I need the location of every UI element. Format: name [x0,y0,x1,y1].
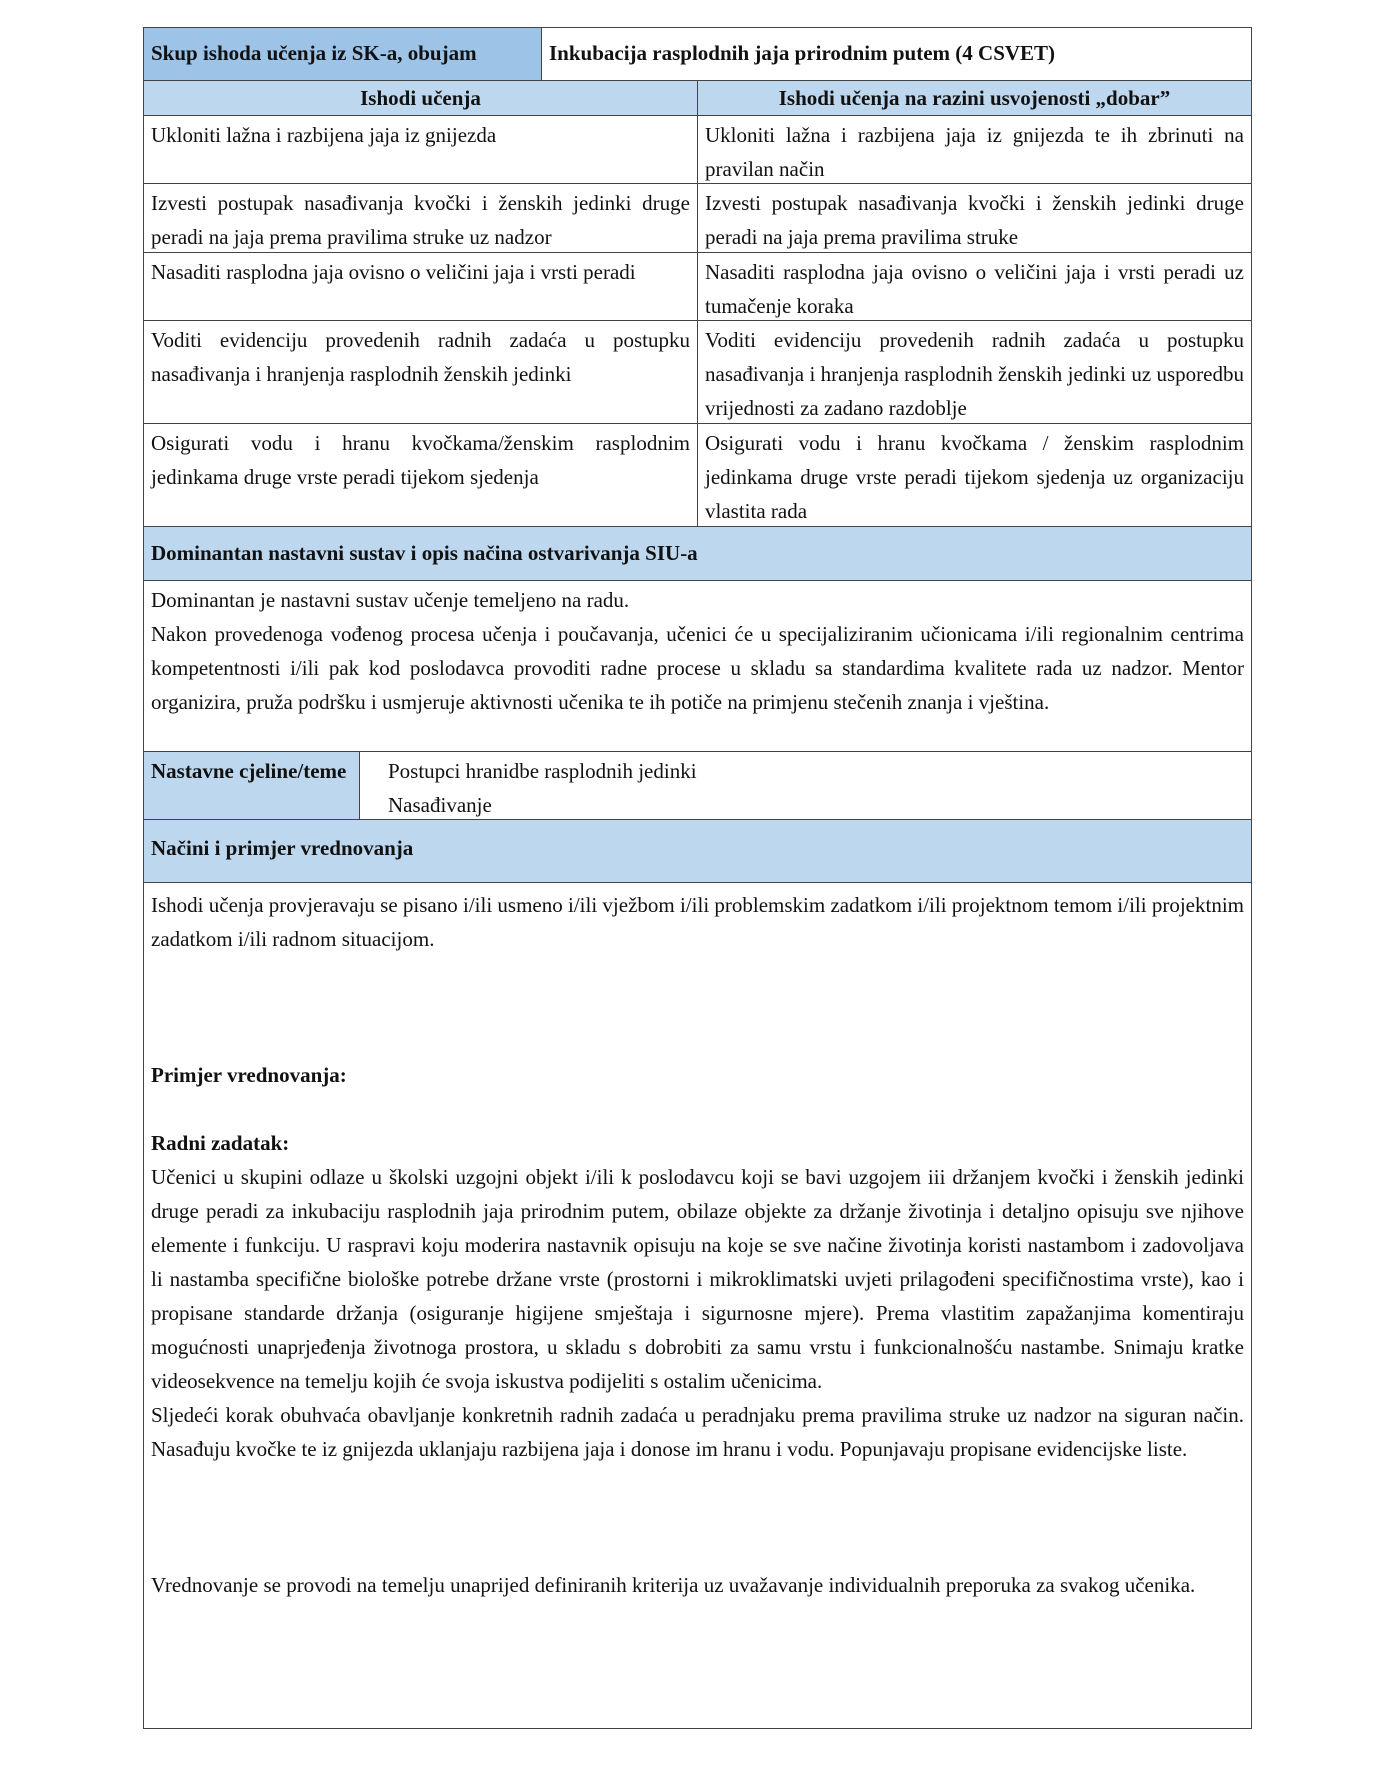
outcome: Nasaditi rasplodna jaja ovisno o veličini jaja i vrsti peradi [151,260,636,284]
col-header-good-level: Ishodi učenja na razini usvojenosti „dobar” [697,81,1251,115]
outcome-good: Izvesti postupak nasađivanja kvočki i ženskih jedinki druge peradi na jaja prema pravilima struke [697,184,1251,252]
col-header-outcomes: Ishodi učenja [360,86,481,110]
outcome-row [144,321,1251,424]
outcome-row [144,116,1251,184]
outcome: Ukloniti lažna i razbijena jaja iz gnijezda [151,123,497,147]
system-p2: Nakon provedenoga vođenog procesa učenja i poučavanja, učenici će u specijaliziranim učionicama i/ili regionalnim centrima kompetentnosti i/ili pak kod poslodavca provoditi radne procese u skladu sa standardima kvalitete rada uz nadzor. Mentor organizira, pruža podršku i usmjeruje aktivnosti učenika te ih potiče na primjenu stečenih znanja i vještina. [151,622,1244,714]
header-label: Skup ishoda učenja iz SK-a, obujam [144,28,541,80]
outcome-row [144,424,1251,527]
evaluation-body [144,883,1251,1728]
unit-item: Postupci hranidbe rasplodnih jedinki [388,759,697,783]
task-paragraph-2: Sljedeći korak obuhvaća obavljanje konkretnih radnih zadaća u peradnjaku prema pravilima struke uz nadzor na siguran način. Nasađuju kvočke te iz gnijezda uklanjaju razbijena jaja i donose im hranu i vodu. Popunjavaju propisane evidencijske liste. [151,1403,1244,1461]
outcome-good: Voditi evidenciju provedenih radnih zadaća u postupku nasađivanja i hranjenja rasplodnih ženskih jedinki uz usporedbu vrijednosti za zadano razdoblje [697,321,1251,423]
outcome: Voditi evidenciju provedenih radnih zadaća u postupku nasađivanja i hranjenja rasplodnih ženskih jedinki [151,328,690,386]
outcome-good: Ukloniti lažna i razbijena jaja iz gnijezda te ih zbrinuti na pravilan način [697,116,1251,183]
evaluation-body-row [144,883,1251,1728]
task-title: Radni zadatak: [151,1131,290,1155]
units-label: Nastavne cjeline/teme [144,752,359,819]
outcome-row [144,253,1251,321]
task-paragraph-1: Učenici u skupini odlaze u školski uzgojni objekt i/ili k poslodavcu koji se bavi uzgojem iii držanjem kvočki i ženskih jedinki druge peradi za inkubaciju rasplodnih jaja prirodnim putem, obilaze objekte za držanje životinja i detaljno opisuju sve njihove elemente i funkciju. U raspravi koju moderira nastavnik opisuju na koje se sve načine životinja koristi nastambom i zadovoljava li nastamba specifične biološke potrebe držane vrste (prostorni i mikroklimatski uvjeti prilagođeni specifičnostima vrste), kao i propisane standarde držanja (osiguranje higijene smještaja i sigurnosne mjere). Prema vlastitim zapažanjima komentiraju mogućnosti unaprjeđenja životnoga prostora, u skladu s dobrobiti za samu vrstu i funkcionalnošću nastambe. Snimaju kratke videosekvence na temelju kojih će svoja iskustva podijeliti s ostalim učenicima. [151,1165,1244,1393]
evaluation-header-row [144,820,1251,883]
units-list [359,752,1251,819]
header-row [144,28,1251,81]
outcomes-header-row [144,81,1251,116]
evaluation-closing: Vrednovanje se provodi na temelju unaprijed definiranih kriterija uz uvažavanje individualnih preporuka za svakog učenika. [151,1573,1196,1597]
system-description [144,581,1251,751]
unit-item: Nasađivanje [388,793,492,817]
system-title: Dominantan nastavni sustav i opis načina ostvarivanja SIU-a [151,541,698,565]
evaluation-title: Načini i primjer vrednovanja [151,836,414,860]
system-p1: Dominantan je nastavni sustav učenje temeljeno na radu. [151,588,630,612]
system-body-row [144,581,1251,752]
outcome: Osigurati vodu i hranu kvočkama/ženskim rasplodnim jedinkama druge vrste peradi tijekom sjedenja [151,431,690,489]
header-value: Inkubacija rasplodnih jaja prirodnim putem (4 CSVET) [541,28,1251,80]
outcome-good: Osigurati vodu i hranu kvočkama / ženskim rasplodnim jedinkama druge vrste peradi tijekom sjedenja uz organizaciju vlastita rada [697,424,1251,526]
evaluation-intro: Ishodi učenja provjeravaju se pisano i/ili usmeno i/ili vježbom i/ili problemskim zadatkom i/ili projektnom temom i/ili projektnim zadatkom i/ili radnom situacijom. [151,893,1244,951]
outcome-good: Nasaditi rasplodna jaja ovisno o veličini jaja i vrsti peradi uz tumačenje koraka [697,253,1251,320]
example-title: Primjer vrednovanja: [151,1063,347,1087]
curriculum-table [143,27,1252,1729]
units-row [144,752,1251,820]
outcome-row [144,184,1251,253]
outcome: Izvesti postupak nasađivanja kvočki i ženskih jedinki druge peradi na jaja prema pravilima struke uz nadzor [151,191,690,249]
system-header-row [144,527,1251,581]
